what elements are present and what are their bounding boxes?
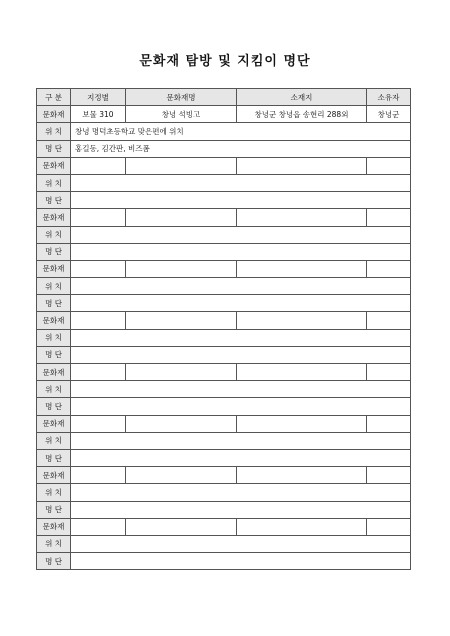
owner-cell[interactable] <box>367 157 411 174</box>
heritage-name-cell[interactable] <box>126 364 237 381</box>
designation-cell[interactable] <box>71 260 126 277</box>
heritage-roster-table <box>36 88 411 570</box>
position-label: 위 치 <box>37 329 71 346</box>
heritage-name-cell[interactable] <box>126 260 237 277</box>
roster-cell[interactable] <box>71 192 411 209</box>
location-cell[interactable] <box>237 260 367 277</box>
owner-cell[interactable] <box>367 209 411 226</box>
heritage-row <box>37 467 411 484</box>
position-label: 위 치 <box>37 278 71 295</box>
heritage-row <box>37 518 411 535</box>
roster-row <box>37 243 411 260</box>
location-cell[interactable] <box>237 467 367 484</box>
roster-cell[interactable] <box>71 295 411 312</box>
location-cell[interactable] <box>237 364 367 381</box>
roster-cell[interactable] <box>71 501 411 518</box>
position-row <box>37 226 411 243</box>
position-row <box>37 123 411 140</box>
position-label: 위 치 <box>37 381 71 398</box>
roster-cell[interactable] <box>71 553 411 570</box>
heritage-label: 문화재 <box>37 157 71 174</box>
position-row <box>37 278 411 295</box>
roster-label: 명 단 <box>37 192 71 209</box>
heritage-row <box>37 312 411 329</box>
roster-label: 명 단 <box>37 140 71 157</box>
roster-label: 명 단 <box>37 398 71 415</box>
roster-cell[interactable] <box>71 398 411 415</box>
heritage-label: 문화재 <box>37 106 71 123</box>
roster-row <box>37 501 411 518</box>
location-cell[interactable] <box>237 518 367 535</box>
designation-cell[interactable] <box>71 415 126 432</box>
roster-label: 명 단 <box>37 501 71 518</box>
position-cell[interactable] <box>71 484 411 501</box>
location-cell[interactable] <box>237 209 367 226</box>
heritage-name-cell[interactable] <box>126 312 237 329</box>
owner-cell[interactable] <box>367 415 411 432</box>
heritage-name-cell[interactable] <box>126 209 237 226</box>
position-cell[interactable] <box>71 329 411 346</box>
position-cell[interactable]: 창녕 명덕초등학교 맞은편에 위치 <box>71 123 411 140</box>
position-label: 위 치 <box>37 226 71 243</box>
heritage-row <box>37 364 411 381</box>
position-label: 위 치 <box>37 535 71 552</box>
roster-cell[interactable] <box>71 449 411 466</box>
roster-label: 명 단 <box>37 243 71 260</box>
roster-label: 명 단 <box>37 553 71 570</box>
owner-cell[interactable]: 창녕군 <box>367 106 411 123</box>
heritage-row <box>37 106 411 123</box>
roster-row <box>37 449 411 466</box>
header-location: 소재지 <box>237 89 367 106</box>
designation-cell[interactable] <box>71 518 126 535</box>
document-title: 문화재 탐방 및 지킴이 명단 <box>139 54 311 69</box>
position-row <box>37 535 411 552</box>
heritage-label: 문화재 <box>37 312 71 329</box>
heritage-name-cell[interactable] <box>126 157 237 174</box>
heritage-row <box>37 157 411 174</box>
position-cell[interactable] <box>71 174 411 191</box>
heritage-label: 문화재 <box>37 209 71 226</box>
heritage-name-cell[interactable] <box>126 415 237 432</box>
position-cell[interactable] <box>71 226 411 243</box>
roster-label: 명 단 <box>37 449 71 466</box>
header-row <box>37 89 411 106</box>
heritage-name-cell[interactable] <box>126 467 237 484</box>
location-cell[interactable]: 창녕군 창녕읍 송현리 288외 <box>237 106 367 123</box>
position-row <box>37 174 411 191</box>
designation-cell[interactable]: 보물 310 <box>71 106 126 123</box>
header-owner: 소유자 <box>367 89 411 106</box>
position-cell[interactable] <box>71 381 411 398</box>
heritage-label: 문화재 <box>37 364 71 381</box>
owner-cell[interactable] <box>367 518 411 535</box>
roster-label: 명 단 <box>37 346 71 363</box>
roster-row <box>37 398 411 415</box>
owner-cell[interactable] <box>367 467 411 484</box>
roster-cell[interactable] <box>71 243 411 260</box>
position-cell[interactable] <box>71 278 411 295</box>
roster-row <box>37 346 411 363</box>
heritage-label: 문화재 <box>37 518 71 535</box>
roster-cell[interactable] <box>71 346 411 363</box>
heritage-label: 문화재 <box>37 415 71 432</box>
owner-cell[interactable] <box>367 364 411 381</box>
roster-row <box>37 553 411 570</box>
header-category: 구 분 <box>37 89 71 106</box>
position-row <box>37 432 411 449</box>
position-row <box>37 381 411 398</box>
location-cell[interactable] <box>237 312 367 329</box>
designation-cell[interactable] <box>71 312 126 329</box>
position-label: 위 치 <box>37 484 71 501</box>
roster-label: 명 단 <box>37 295 71 312</box>
heritage-row <box>37 209 411 226</box>
designation-cell[interactable] <box>71 157 126 174</box>
roster-cell[interactable]: 홍길동, 김간판, 비즈폼 <box>71 140 411 157</box>
position-label: 위 치 <box>37 123 71 140</box>
heritage-name-cell[interactable] <box>126 518 237 535</box>
position-cell[interactable] <box>71 432 411 449</box>
roster-row <box>37 295 411 312</box>
position-label: 위 치 <box>37 432 71 449</box>
header-designation: 지정별 <box>71 89 126 106</box>
position-label: 위 치 <box>37 174 71 191</box>
roster-row <box>37 140 411 157</box>
designation-cell[interactable] <box>71 364 126 381</box>
heritage-row <box>37 260 411 277</box>
position-row <box>37 484 411 501</box>
position-cell[interactable] <box>71 535 411 552</box>
location-cell[interactable] <box>237 415 367 432</box>
designation-cell[interactable] <box>71 209 126 226</box>
owner-cell[interactable] <box>367 260 411 277</box>
owner-cell[interactable] <box>367 312 411 329</box>
heritage-row <box>37 415 411 432</box>
header-heritage-name: 문화재명 <box>126 89 237 106</box>
heritage-name-cell[interactable]: 창녕 석빙고 <box>126 106 237 123</box>
designation-cell[interactable] <box>71 467 126 484</box>
heritage-label: 문화재 <box>37 467 71 484</box>
position-row <box>37 329 411 346</box>
location-cell[interactable] <box>237 157 367 174</box>
roster-row <box>37 192 411 209</box>
heritage-label: 문화재 <box>37 260 71 277</box>
